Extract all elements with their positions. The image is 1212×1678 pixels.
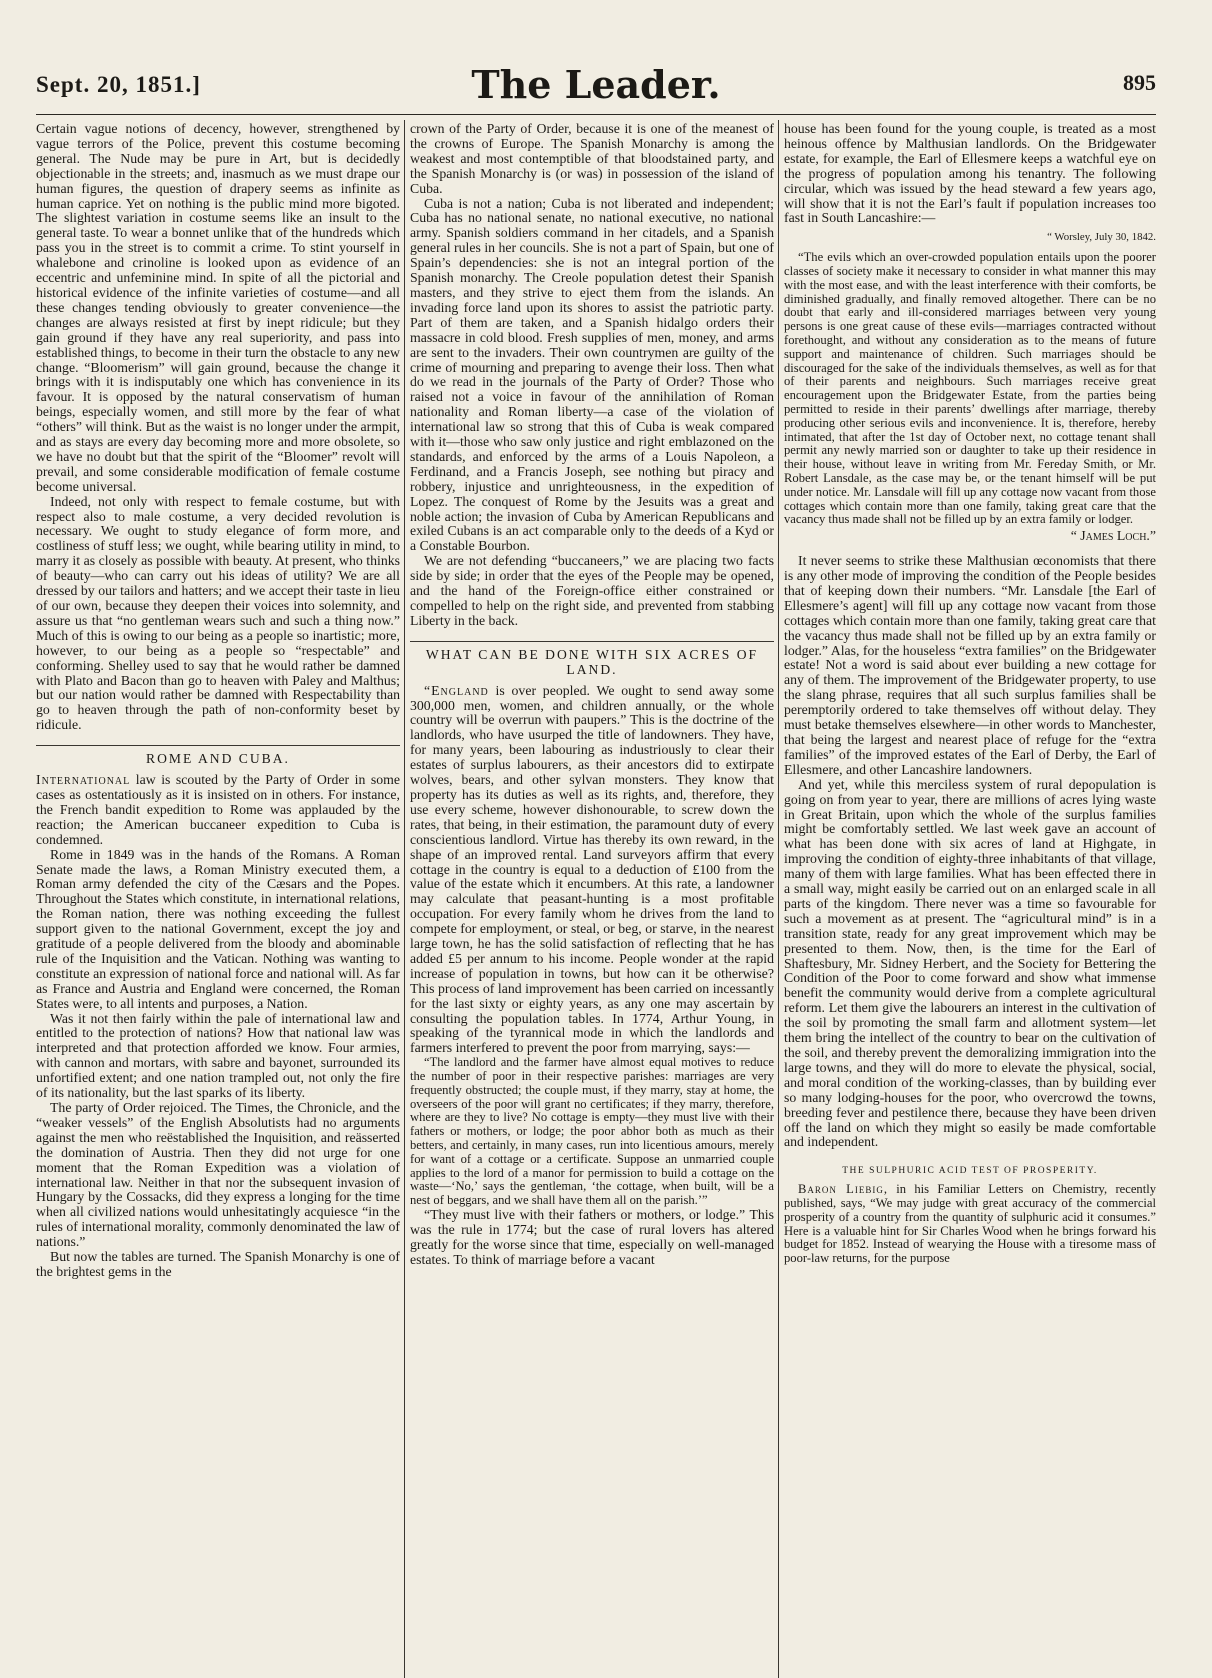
paragraph: And yet, while this merciless system of rural depopulation is going on from year to year, there are millions of acres lying waste in Great Britain, upon which the whole of the surplus families might be comfortably settled. We last week gave an account of what has been done with six acres of land at Highgate, in improving the condition of eighty-three inhabitants of that village, many of them with large families. What has been effected there in a small way, might easily be carried out on an enlarged scale in all parts of the kingdom. There never was a time so favourable for such a movement as at present. The “agricultural mind” is in a transition state, ready for any great improvement which may be presented to them. Now, then, is the time for the Earl of Shaftesbury, Mr. Sidney Herbert, and the Society for Bettering the Condition of the Poor to come forward and show what immense benefit the community would derive from a complete agricultural reform. Let them give the labourers an interest in the cultivation of the soil by promoting the small farm and allotment system—let them bring the intellect of the country to bear on the cultivation of the soil, and thereby prevent the demoralizing immigration into the large towns, and they will do more to elevate the physical, social, and moral condition of the working-classes, than by building ever so many lodging-houses for the poor, who overcrowd the towns, breeding fever and pestilence there, because they have been driven off the land on which they might so easily be made comfortable and independent. bbox=[784, 776, 1156, 1150]
paragraph: But now the tables are turned. The Spanish Monarchy is one of the brightest gems in the bbox=[36, 1249, 400, 1279]
issue-date: Sept. 20, 1851.] bbox=[36, 72, 201, 97]
article-heading-six-acres: WHAT CAN BE DONE WITH SIX ACRES OF LAND. bbox=[410, 641, 774, 678]
paragraph: Rome in 1849 was in the hands of the Romans. A Roman Senate made the laws, a Roman Ministry executed them, a Roman army defended the city of the Cæsars and the Popes. Throughout the States which constitute, in international relations, the Roman nation, there was nothing exceeding the fullest support given to the national Government, except the joy and gratitude of a people delivered from the bloody and abominable rule of the Inquisition and the Vatican. Nothing was wanting to constitute an expression of national force and national will. As far as France and Austria and England were concerned, the Roman States were, to all intents and purposes, a Nation. bbox=[36, 846, 400, 1011]
paragraph: Was it not then fairly within the pale of international law and entitled to the protection of nations? How that national law was interpreted and that protection afforded we know. Four armies, with cannon and mortars, with sabre and bayonet, surrounded its unfortified extent; and one nation trampled out, not only the fire of its nationality, but the last sparks of its liberty. bbox=[36, 1010, 400, 1101]
paragraph: Cuba is not a nation; Cuba is not liberated and independent; Cuba has no national senate, no national executive, no national army. Spanish soldiers command in her citadels, and a Spanish general rules in her councils. She is not a part of Spain, but one of Spain’s dependencies: she is not an integral portion of the Spanish monarchy. The Creole population detest their Spanish masters, and they strive to eject them from the islands. An invading force land upon its shores to assist the patriotic party. Part of them are taken, and a Spanish hidalgo orders their massacre in cold blood. Fresh supplies of men, money, and arms are sent to the invaders. Their own countrymen are guilty of the crime of mourning and preparing to avenge their loss. Then what do we read in the journals of the Party of Order? Those who raised not a voice in favour of the annihilation of Roman nationality and Roman liberty—a case of the violation of international law so strong that this of Cuba is weak compared with it—those who saw only justice and right emblazoned on the standards, and enforced by the arms of a Louis Napoleon, a Ferdinand, and a Francis Joseph, see nothing but piracy and robbery, injustice and unrighteousness, in the expedition of Lopez. The conquest of Rome by the Jesuits was a great and noble action; the invasion of Cuba by American Republicans and exiled Cubans is an act comparable only to the deeds of a Kyd or a Constable Bourbon. bbox=[410, 195, 774, 554]
paragraph-text: in his Familiar Letters on Chemistry, recently published, says, “We may judge with great accuracy of the commercial prosperity of a country from the quantity of sulphuric acid it consumes.” Here is a valuable hint for Sir Charles Wood when he brings forward his budget for 1852. Instead of wearying the House with a tiresome mass of poor-law returns, for the purpose bbox=[784, 1182, 1156, 1266]
paragraph-text: is over peopled. We ought to send away some 300,000 men, women, and children annually, or the whole country will be overrun with paupers.” This is the doctrine of the landlords, who have usurped the title of landowners. They have, for many years, been labouring as industriously to clear their estates of surplus labourers, as their ancestors did to extirpate wolves, bears, and other sylvan monsters. They know that property has its duties as well as its rights, and, therefore, they use every scheme, however dishonourable, to screw down the rates, that being, in their estimation, the paramount duty of every conscientious landlord. Virtue has thereby its own reward, in the shape of an improved rental. Land surveyors affirm that every cottage in the country is equal to a deduction of £100 from the value of the estate which it encumbers. At this rate, a landowner may calculate that peasant-hunting is a most profitable occupation. For every family whom he drives from the land to compete for employment, or steal, or beg, or starve, in the nearest large town, he has the solid satisfaction of reflecting that he has added £5 per annum to his income. People wonder at the rapid increase of population in towns, but how can it be otherwise? This process of land improvement has been carried on incessantly for the last sixty or eighty years, as any one may ascertain by consulting the population tables. In 1774, Arthur Young, in speaking of the tyrannical mode in which the landlords and farmers interfered to prevent the poor from marrying, says:— bbox=[410, 682, 774, 1056]
newspaper-title: The Leader. bbox=[471, 62, 721, 107]
column-3 bbox=[784, 122, 1156, 1672]
letter-signature: “ James Loch.” bbox=[1070, 528, 1156, 544]
paragraph: house has been found for the young couple, is treated as a most heinous offence by Malthusian landlords. On the Bridgewater estate, for example, the Earl of Ellesmere keeps a watchful eye on the progress of population among his tenantry. The following circular, which was issued by the head steward a few years ago, will show that it is not the Earl’s fault if population increases too fast in South Lancashire:— bbox=[784, 122, 1156, 226]
paragraph bbox=[36, 773, 400, 848]
column-2 bbox=[410, 122, 774, 1672]
paragraph: “They must live with their fathers or mothers, or lodge.” This was the rule in 1774; but the case of rural lovers has altered greatly for the worse since that time, especially on well-managed estates. To think of marriage before a vacant bbox=[410, 1207, 774, 1267]
paragraph bbox=[784, 1183, 1156, 1266]
article-heading-rome-and-cuba: ROME AND CUBA. bbox=[36, 745, 400, 767]
lead-word: International bbox=[36, 772, 131, 788]
lead-word: “England bbox=[424, 682, 489, 698]
page-number: 895 bbox=[1123, 70, 1156, 95]
paragraph: We are not defending “buccaneers,” we are placing two facts side by side; in order that the eyes of the People may be opened, and the hand of the Foreign-office either constrained or compelled to help on the right side, and prevented from stabbing Liberty in the back. bbox=[410, 553, 774, 628]
column-rule bbox=[778, 120, 779, 1678]
paragraph: The party of Order rejoiced. The Times, the Chronicle, and the “weaker vessels” of the English Absolutists had no arguments against the men who reëstablished the Inquisition, and reässerted the domination of Austria. Then they did not urge for one moment that the Roman Expedition was a violation of international law. Neither in that nor the subsequent invasion of Hungary by the Cossacks, did they express a longing for the time when all civilized nations would unhesitatingly acquiesce “in the rules of international morality, commonly denominated the law of nations.” bbox=[36, 1100, 400, 1250]
paragraph: It never seems to strike these Malthusian œconomists that there is any other mode of improving the condition of the People besides that of keeping down their numbers. “Mr. Lansdale [the Earl of Ellesmere’s agent] will fill up any cottage now vacant from those cottages which contain more than one family, taking great care that the vacancy thus made shall not be filled up by an extra family or lodger.” Alas, for the houseless “extra families” on the Bridgewater estate! Not a word is said about ever building a new cottage for any of them. The improvement of the Bridgewater property, to use the slang phrase, requires that all such surplus families shall be peremptorily ordered to take themselves off without delay. They must betake themselves elsewhere—in other words to Manchester, that being the largest and nearest place of refuge for the “extra families” of the improved estates of the Earl of Derby, the Earl of Ellesmere, and other Lancashire landowners. bbox=[784, 553, 1156, 777]
paragraph-text: law is scouted by the Party of Order in some cases as ostentatiously as it is insisted on in others. For instance, the French bandit expedition to Rome was applauded by the reaction; the American buccaneer expedition to Cuba is condemned. bbox=[36, 772, 400, 847]
block-quote: “The landlord and the farmer have almost equal motives to reduce the number of poor in their respective parishes: marriages are very frequently obstructed; the couple must, if they marry, stay at home, the overseers of the poor will grant no certificates; if they marry, therefore, where are they to live? No cottage is empty—they must live with their fathers or mothers, or lodge; the poor abhor both as much as their betters, and certainly, in many cases, run into licentious amours, merely for want of a cottage or a certificate. Suppose an unmarried couple applies to the lord of a manor for permission to build a cottage on the waste—‘No,’ says the gentleman, ‘the cottage, when built, will be a nest of beggars, and we shall have them all on the parish.’” bbox=[410, 1055, 774, 1208]
article-heading-sulphuric-acid: THE SULPHURIC ACID TEST OF PROSPERITY. bbox=[842, 1166, 1098, 1177]
paragraph: crown of the Party of Order, because it is one of the meanest of the crowns of Europe. The Spanish Monarchy is among the weakest and most contemptible of that bloodstained party, and the Spanish Monarchy is (or was) in possession of the island of Cuba. bbox=[410, 122, 774, 196]
lead-word: Baron Liebig, bbox=[798, 1182, 889, 1197]
column-1 bbox=[36, 122, 400, 1672]
paragraph: Indeed, not only with respect to female costume, but with respect also to male costume, a very decided revolution is necessary. We ought to study elegance of form more, and costliness of stuff less; we ought, while bearing utility in mind, to marry it as closely as possible with beauty. At present, who thinks of beauty—who can carry out his ideas of utility? We are all dressed by our tailors and hatters; and we accept their taste in lieu of our own, because they deepen their voices into solemnity, and assure us that “no gentleman wears such and such a thing now.” Much of this is owing to our being as a people so inartistic; more, however, to our being as a people so “respectable” and conforming. Shelley used to say that he would rather be damned with Plato and Bacon than go to heaven with Paley and Malthus; but our nation would rather be damned with Respectability than go to heaven through the path of non-conformity beset by ridicule. bbox=[36, 493, 400, 733]
paragraph bbox=[410, 684, 774, 1057]
letter-text: “The evils which an over-crowded population entails upon the poorer classes of society make it necessary to consider in what manner this may with the most ease, and with the least interference with their comforts, be diminished gradually, and finally removed altogether. There can be no doubt that early and ill-considered marriages between very young persons is one great cause of these evils—marriages contracted without forethought, and without any consideration as to the means of future support and maintenance of children. Such marriages should be discouraged for the sake of the individuals themselves, as well as for that of their parents and neighbours. Such marriages receive great encouragement upon the Bridgewater Estate, from the parties being permitted to reside in their parents’ dwellings after marriage, thereby producing other serious evils and inconvenience. It is, therefore, hereby intimated, that after the 1st day of October next, no cottage tenant shall permit any newly married son or daughter to take up their residence in their house, without leave in writing from Mr. Fereday Smith, or Mr. Robert Lansdale, as the case may be, or the tenant himself will be put under notice. Mr. Lansdale will fill up any cottage now vacant from those cottages which contain more than one family, taking great care that the vacancy thus made shall not be filled up by an extra family or lodger. bbox=[784, 250, 1156, 527]
paragraph: Certain vague notions of decency, however, strengthened by vague terrors of the Police, prevent this costume becoming general. The Nude may be pure in Art, but is decidedly objectionable in the streets; and, inasmuch as we must drape our human figures, the question of drapery seems as infinite as human caprice. Yet on nothing is the public mind more bigoted. The slightest variation in costume seems like an insult to the general taste. To wear a bonnet unlike that of the hundreds which pass you in the street is to commit a crime. To stint yourself in whalebone and crinoline is looked upon as evidence of an eccentric and unfeminine mind. In spite of all the pictorial and historical evidence of the infinite varieties of costume—and all these changes tending obviously to greater convenience—the changes are always resisted at first by inept ridicule; but they gain ground if they have any real superiority, and pass into established things, to become in their turn the obstacle to any new change. “Bloomerism” will gain ground, because the change it brings with it is indisputably one which has convenience in its favour. It is opposed by the natural conservatism of human beings, especially women, and still more by the fear of what “others” will think. But as the waist is no longer under the armpit, and as stays are every day becoming more and more obsolete, so we have no doubt but that the spirit of the “Bloomer” revolt will prevail, and some considerable modification of female costume become universal. bbox=[36, 122, 400, 494]
column-rule bbox=[404, 120, 405, 1678]
masthead bbox=[36, 62, 1156, 115]
letter-dateline: “ Worsley, July 30, 1842. bbox=[1047, 231, 1156, 244]
